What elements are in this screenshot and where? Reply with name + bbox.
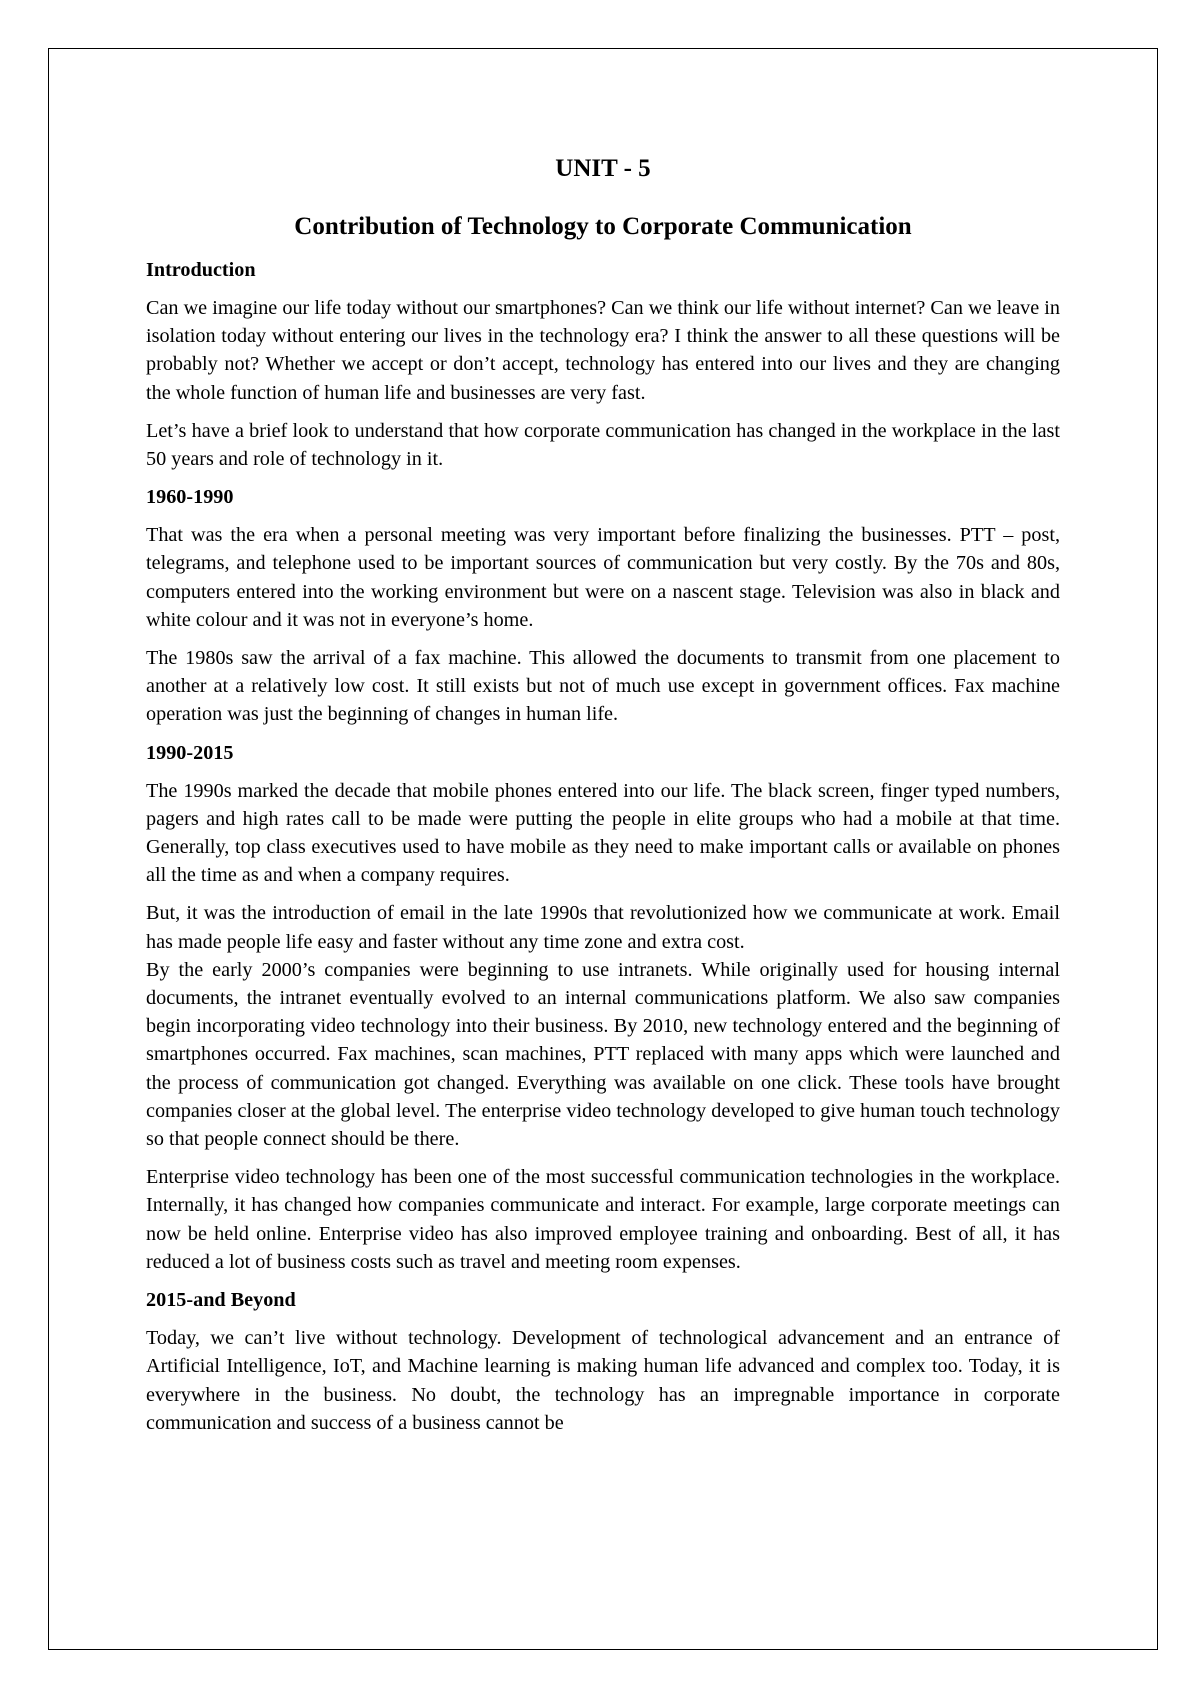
- paragraph: Can we imagine our life today without our smartphones? Can we think our life without internet? Can we leave in isolation today without entering our lives in the technology era? I think the answer to all these questions will be probably not? Whether we accept or don’t accept, technology has entered into our lives and they are changing the whole function of human life and businesses are very fast.: [146, 297, 1060, 404]
- unit-title: UNIT - 5: [555, 155, 651, 182]
- paragraph: The 1980s saw the arrival of a fax machine. This allowed the documents to transmit from one placement to another at a relatively low cost. It still exists but not of much use except in government offices. Fax machine operation was just the beginning of changes in human life.: [146, 647, 1060, 726]
- section-heading-2015-and-beyond: 2015-and Beyond: [146, 1289, 296, 1312]
- paragraph: But, it was the introduction of email in the late 1990s that revolutionized how we communicate at work. Email has made people life easy and faster without any time zone and extra cost.: [146, 902, 1060, 953]
- section-heading-1960-1990: 1960-1990: [146, 486, 234, 509]
- paragraph: By the early 2000’s companies were beginning to use intranets. While originally used for housing internal documents, the intranet eventually evolved to an internal communications platform. We also saw companies begin incorporating video technology into their business. By 2010, new technology entered and the beginning of smartphones occurred. Fax machines, scan machines, PTT replaced with many apps which were launched and the process of communication got changed. Everything was available on one click. These tools have brought companies closer at the global level. The enterprise video technology developed to give human touch technology so that people connect should be there.: [146, 958, 1060, 1151]
- section-heading-1990-2015: 1990-2015: [146, 741, 234, 764]
- paragraph: Let’s have a brief look to understand that how corporate communication has changed in the workplace in the last 50 years and role of technology in it.: [146, 419, 1060, 471]
- document-title: Contribution of Technology to Corporate Communication: [294, 213, 912, 240]
- paragraph: Today, we can’t live without technology. Development of technological advancement and an entrance of Artificial Intelligence, IoT, and Machine learning is making human life advanced and complex too. Today, it is everywhere in the business. No doubt, the technology has an impregnable importance in corporate communication and success of a business cannot be: [146, 1327, 1060, 1434]
- section-heading-introduction: Introduction: [146, 259, 256, 281]
- paragraph: That was the era when a personal meeting was very important before finalizing the businesses. PTT – post, telegrams, and telephone used to be important sources of communication but very costly. By the 70s and 80s, computers entered into the working environment but were on a nascent stage. Television was also in black and white colour and it was not in everyone’s home.: [146, 524, 1060, 631]
- document-body: [146, 154, 1060, 1437]
- paragraph: The 1990s marked the decade that mobile phones entered into our life. The black screen, finger typed numbers, pagers and high rates call to be made were putting the people in elite groups who had a mobile at that time. Generally, top class executives used to have mobile as they need to make important calls or available on phones all the time as and when a company requires.: [146, 779, 1060, 887]
- paragraph: Enterprise video technology has been one of the most successful communication technologies in the workplace. Internally, it has changed how companies communicate and interact. For example, large corporate meetings can now be held online. Enterprise video has also improved employee training and onboarding. Best of all, it has reduced a lot of business costs such as travel and meeting room expenses.: [146, 1166, 1060, 1273]
